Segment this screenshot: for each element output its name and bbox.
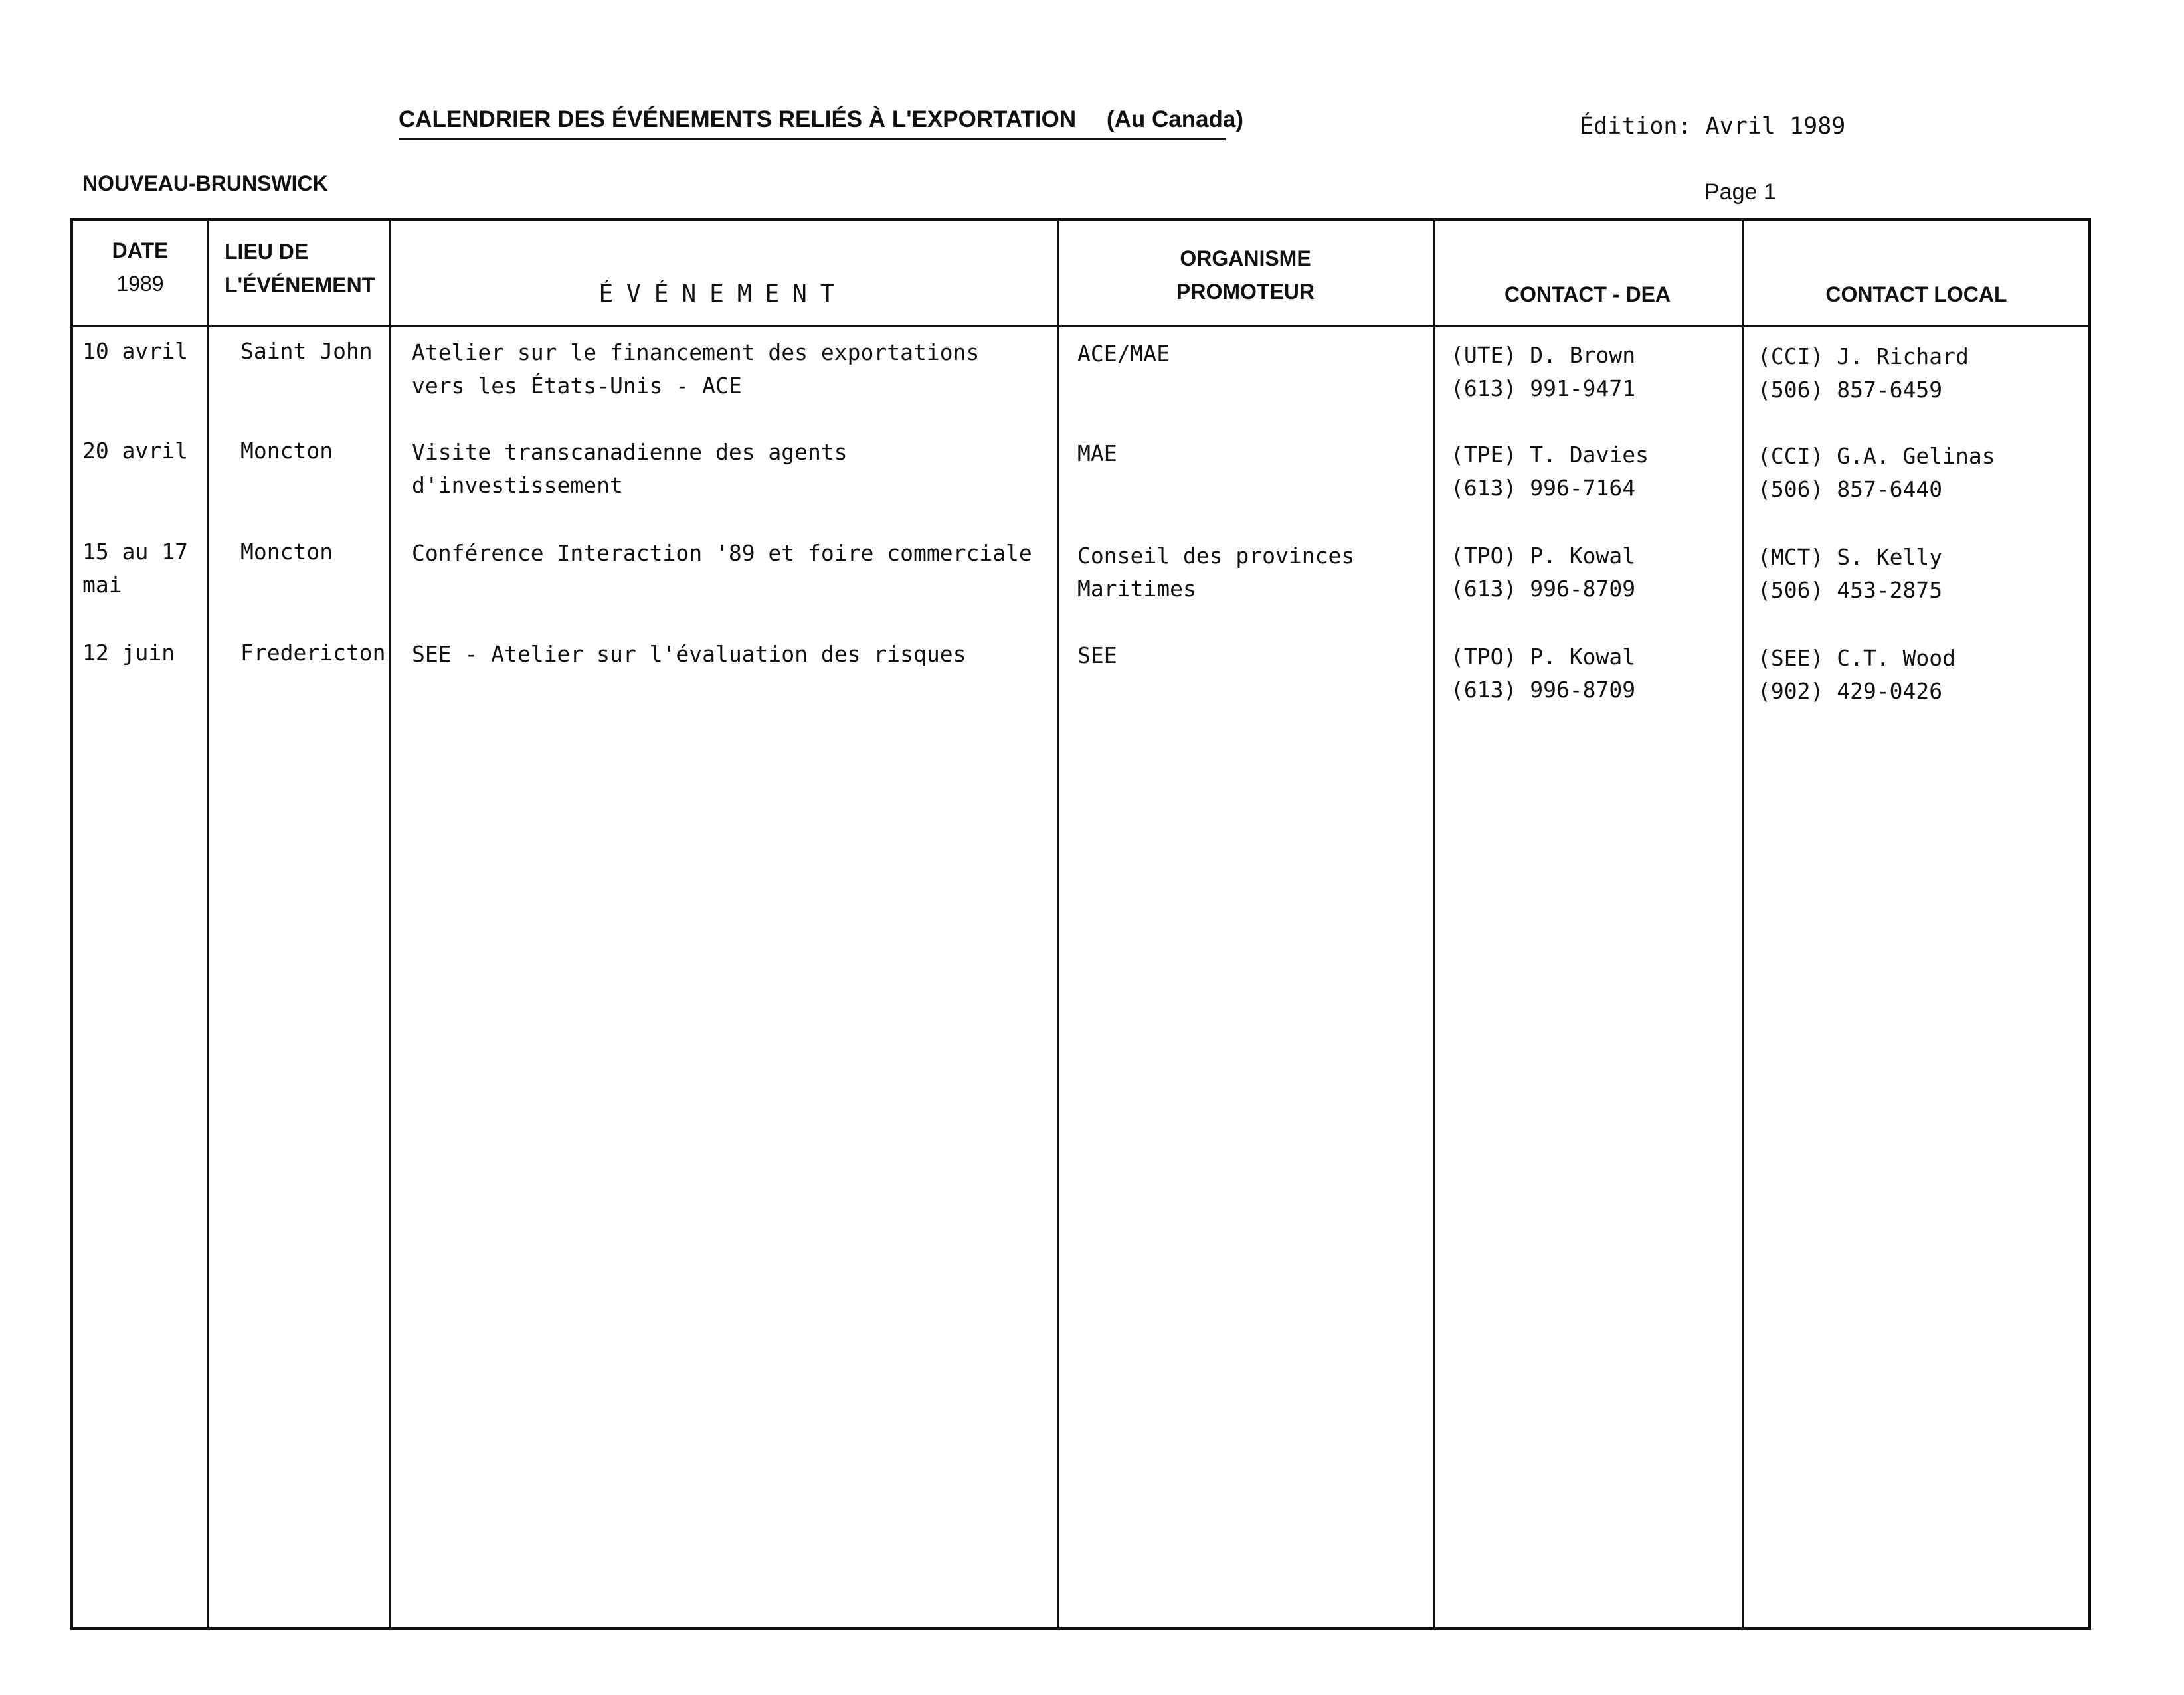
date-line: 10 avril xyxy=(82,338,188,364)
contact-line: (CCI) G.A. Gelinas xyxy=(1758,443,1995,469)
table-row-organisme xyxy=(1077,539,1354,606)
table-row-contact-dea xyxy=(1451,438,1649,505)
contact-line: (613) 991-9471 xyxy=(1451,375,1636,401)
header-lieu-line2: L'ÉVÉNEMENT xyxy=(225,273,375,297)
table-row-organisme xyxy=(1077,337,1170,371)
table-row-organisme xyxy=(1077,639,1117,672)
title-underline xyxy=(399,138,1226,140)
header-lieu-line1: LIEU DE xyxy=(225,240,309,264)
date-line: 15 au 17 xyxy=(82,539,188,565)
table-row-contact-local xyxy=(1758,642,1956,708)
contact-line: (TPO) P. Kowal xyxy=(1451,543,1636,569)
date-line: mai xyxy=(82,572,122,598)
table-row-date xyxy=(82,335,188,368)
table-row-event xyxy=(412,436,848,502)
table-row-contact-local xyxy=(1758,340,1969,406)
table-row-organisme xyxy=(1077,437,1117,470)
column-divider xyxy=(1057,221,1059,1627)
header-lieu xyxy=(225,235,375,302)
contact-line: (613) 996-8709 xyxy=(1451,576,1636,602)
table-row-date xyxy=(82,535,188,602)
org-line: MAE xyxy=(1077,440,1117,466)
contact-line: (TPO) P. Kowal xyxy=(1451,644,1636,669)
title-main: CALENDRIER DES ÉVÉNEMENTS RELIÉS À L'EXPORTATION xyxy=(399,106,1077,132)
contact-line: (UTE) D. Brown xyxy=(1451,342,1636,368)
event-line: d'investissement xyxy=(412,472,623,498)
table-row-event xyxy=(412,336,979,402)
table-row-date xyxy=(82,636,175,669)
header-organisme-line1: ORGANISME xyxy=(1180,246,1311,270)
header-date-line1: DATE xyxy=(112,238,169,262)
table-row-contact-local xyxy=(1758,440,1995,506)
contact-line: (506) 453-2875 xyxy=(1758,577,1943,603)
date-line: 20 avril xyxy=(82,438,188,464)
event-line: vers les États-Unis - ACE xyxy=(412,373,742,399)
table-row-contact-dea xyxy=(1451,339,1635,405)
province-label: NOUVEAU-BRUNSWICK xyxy=(82,171,328,195)
header-date xyxy=(73,234,207,300)
contact-line: (CCI) J. Richard xyxy=(1758,343,1969,369)
title-suffix: (Au Canada) xyxy=(1106,106,1244,132)
contact-line: (506) 857-6459 xyxy=(1758,377,1943,402)
page-number: Page 1 xyxy=(1704,179,1776,205)
contact-line: (TPE) T. Davies xyxy=(1451,442,1649,468)
contact-line: (MCT) S. Kelly xyxy=(1758,544,1943,570)
header-contact-dea: CONTACT - DEA xyxy=(1504,282,1671,306)
event-line: Conférence Interaction '89 et foire commerciale xyxy=(412,540,1032,566)
table-row-lieu: Moncton xyxy=(240,539,333,565)
contact-line: (SEE) C.T. Wood xyxy=(1758,645,1956,671)
contact-line: (613) 996-7164 xyxy=(1451,475,1636,501)
events-table xyxy=(70,218,2091,1630)
table-row-event xyxy=(412,537,1032,570)
org-line: Maritimes xyxy=(1077,576,1196,602)
header-evenement: ÉVÉNEMENT xyxy=(598,280,848,308)
document-title xyxy=(399,106,1243,133)
table-row-event xyxy=(412,638,966,671)
contact-line: (902) 429-0426 xyxy=(1758,678,1943,704)
header-organisme-line2: PROMOTEUR xyxy=(1176,280,1315,304)
column-divider xyxy=(207,221,209,1627)
header-contact-local: CONTACT LOCAL xyxy=(1825,282,2007,306)
column-divider xyxy=(389,221,391,1627)
table-row-lieu: Moncton xyxy=(240,438,333,464)
header-organisme xyxy=(1057,242,1433,308)
date-line: 12 juin xyxy=(82,640,175,666)
org-line: SEE xyxy=(1077,642,1117,668)
event-line: Visite transcanadienne des agents xyxy=(412,439,848,465)
edition-label: Édition: Avril 1989 xyxy=(1580,113,1846,139)
table-row-contact-dea xyxy=(1451,640,1635,707)
org-line: ACE/MAE xyxy=(1077,341,1170,367)
header-date-line2: 1989 xyxy=(116,272,164,296)
table-row-lieu: Fredericton xyxy=(240,640,386,666)
header-divider xyxy=(73,325,2088,327)
table-row-contact-dea xyxy=(1451,539,1635,606)
event-line: Atelier sur le financement des exportations xyxy=(412,339,980,365)
event-line: SEE - Atelier sur l'évaluation des risques xyxy=(412,641,966,667)
column-divider xyxy=(1433,221,1435,1627)
org-line: Conseil des provinces xyxy=(1077,543,1355,569)
contact-line: (613) 996-8709 xyxy=(1451,677,1636,703)
table-row-lieu: Saint John xyxy=(240,338,373,364)
table-row-contact-local xyxy=(1758,541,1942,607)
column-divider xyxy=(1742,221,1744,1627)
table-row-date xyxy=(82,434,188,468)
contact-line: (506) 857-6440 xyxy=(1758,476,1943,502)
